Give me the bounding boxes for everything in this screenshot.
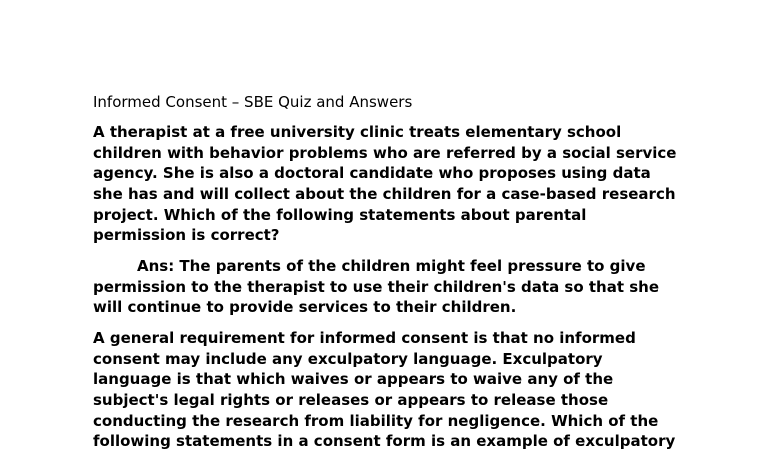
question-2-line: consent may include any exculpatory language. Exculpatory [93,350,603,368]
question-1-line: permission is correct? [93,226,280,244]
answer-1-line: will continue to provide services to their children. [93,298,517,316]
question-2-line: subject's legal rights or releases or appears to release those [93,391,609,409]
question-1-line: she has and will collect about the children for a case-based research [93,185,676,203]
question-2-line: conducting the research from liability for negligence. Which of the [93,412,659,430]
question-1-line: project. Which of the following statements about parental [93,206,587,224]
question-2-line: language is that which waives or appears to waive any of the [93,370,614,388]
question-1-line: A therapist at a free university clinic treats elementary school [93,123,622,141]
question-1-line: agency. She is also a doctoral candidate who proposes using data [93,164,651,182]
answer-1-line: Ans: The parents of the children might feel pressure to give [137,257,646,275]
question-1-line: children with behavior problems who are referred by a social service [93,144,677,162]
question-2-line: following statements in a consent form is an example of exculpatory [93,432,676,450]
answer-1-line: permission to the therapist to use their children's data so that she [93,278,660,296]
document-title: Informed Consent – SBE Quiz and Answers [93,93,413,111]
question-2-line: A general requirement for informed consent is that no informed [93,329,636,347]
